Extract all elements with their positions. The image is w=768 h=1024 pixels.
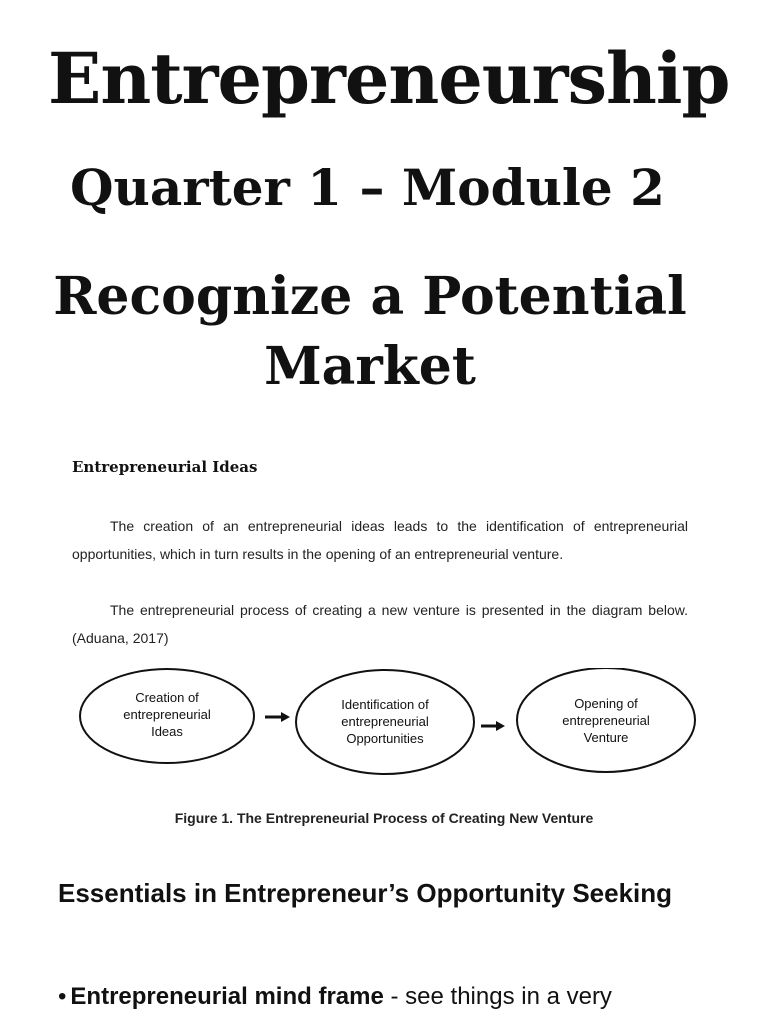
figure-caption: Figure 1. The Entrepreneurial Process of Creating New Venture: [174, 810, 594, 826]
module-subtitle: Quarter 1 – Module 2: [70, 158, 665, 217]
node-opening-line2: entrepreneurial: [562, 713, 650, 728]
diagram-node-opening: [517, 668, 695, 772]
diagram-node-creation: [80, 669, 254, 763]
arrow-right-icon: [265, 712, 290, 722]
paragraph-process-text: The entrepreneurial process of creating a new venture is presented in the diagram below. (Aduana, 2017): [72, 602, 688, 646]
bullet-item: [58, 980, 768, 1014]
diagram-node-identification: [296, 670, 474, 774]
node-creation-line3: Ideas: [151, 724, 183, 739]
bullet-text: - see things in a very: [383, 983, 612, 1010]
node-opening-line1: Opening of: [574, 696, 638, 711]
node-identification-line2: entrepreneurial: [341, 714, 429, 729]
node-opening-line3: Venture: [583, 730, 629, 745]
module-topic-line1: Recognize a Potential: [53, 266, 687, 327]
bullet-dot-icon: •: [58, 983, 67, 1010]
arrow-right-icon: [481, 721, 505, 731]
module-topic-line2: Market: [264, 336, 476, 397]
node-identification-line1: Identification of: [341, 697, 429, 712]
process-diagram: [76, 668, 700, 780]
module-topic: [30, 262, 710, 402]
section-heading: Entrepreneurial Ideas: [72, 458, 258, 476]
paragraph-process: [72, 596, 688, 652]
node-identification-line3: Opportunities: [346, 731, 424, 746]
essentials-heading: Essentials in Entrepreneur’s Opportunity Seeking: [58, 878, 673, 908]
paragraph-intro: [72, 512, 688, 568]
document-title: Entrepreneurship: [48, 37, 730, 120]
bullet-term: Entrepreneurial mind frame: [70, 983, 384, 1010]
node-creation-line2: entrepreneurial: [123, 707, 211, 722]
node-creation-line1: Creation of: [135, 690, 199, 705]
paragraph-intro-text: The creation of an entrepreneurial ideas leads to the identification of entrepreneurial opportunities, which in turn results in the opening of an entrepreneurial venture.: [72, 518, 688, 562]
